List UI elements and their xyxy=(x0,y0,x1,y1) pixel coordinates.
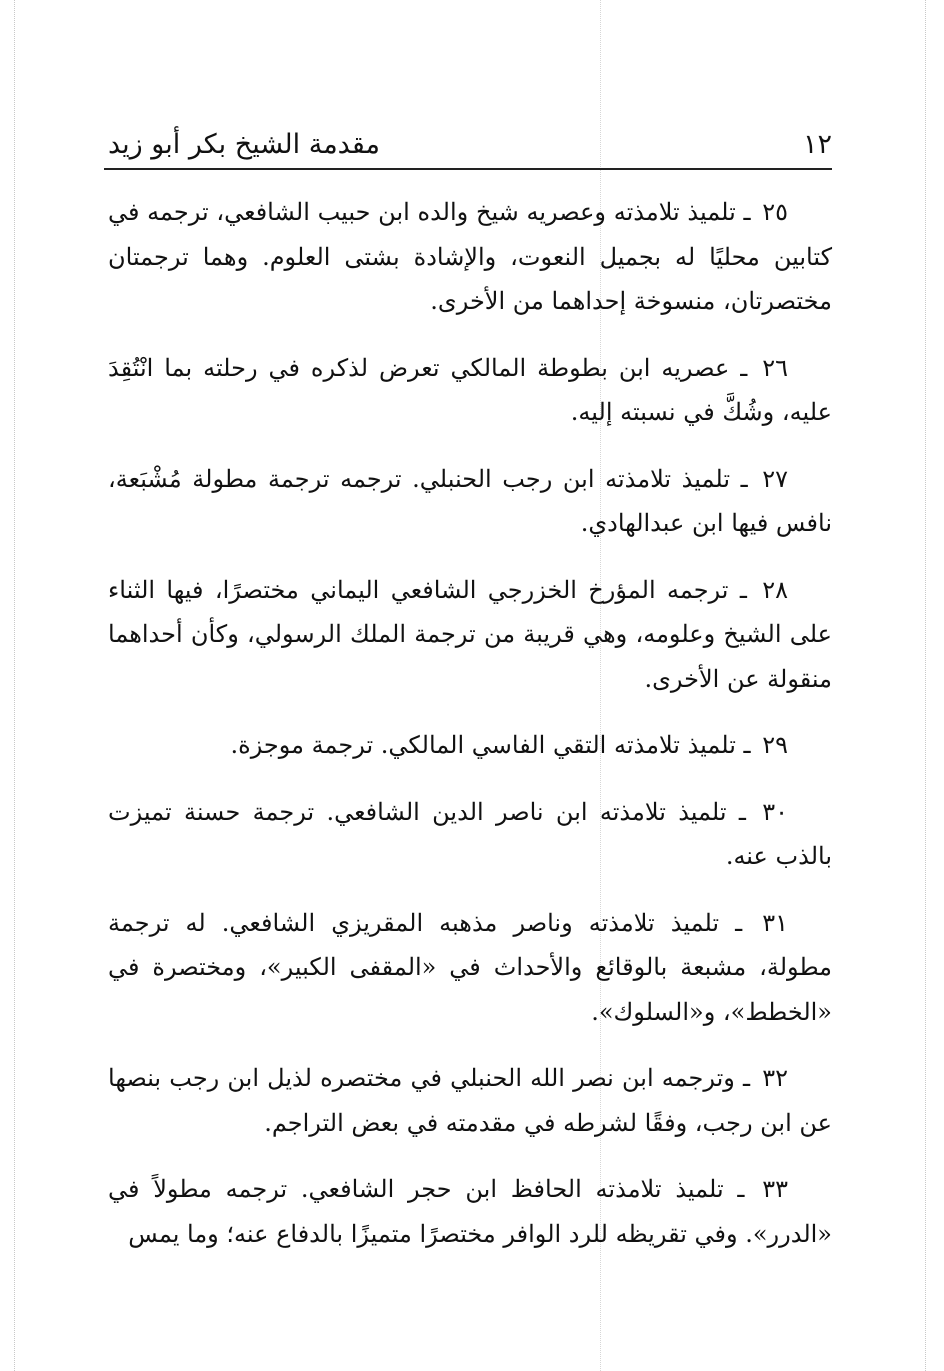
page-body xyxy=(108,190,832,1278)
paragraph-number: ٢٦ xyxy=(751,353,788,382)
header-rule xyxy=(104,168,832,170)
paragraph-text: ـ تلميذ تلامذته التقي الفاسي المالكي. ترجمة موجزة. xyxy=(230,731,751,759)
page-header xyxy=(108,122,832,166)
paragraph-text: ـ تلميذ تلامذته وعصريه شيخ والده ابن حبيب الشافعي، ترجمه في كتابين محليًا له بجميل النعوت، والإشادة بشتى العلوم. وهما ترجمتان مختصرتان، منسوخة إحداهما من الأخرى. xyxy=(108,198,832,315)
running-title: مقدمة الشيخ بكر أبو زيد xyxy=(108,128,380,160)
paragraph-29 xyxy=(108,723,832,768)
paragraph-text: ـ وترجمه ابن نصر الله الحنبلي في مختصره لذيل ابن رجب بنصها عن ابن رجب، وفقًا لشرطه في مقدمته في بعض التراجم. xyxy=(108,1064,832,1137)
paragraph-number: ٢٧ xyxy=(751,464,788,493)
paragraph-text: ـ تلميذ تلامذته الحافظ ابن حجر الشافعي. ترجمه مطولاً في «الدرر». وفي تقريظه للرد الوافر مختصرًا متميزًا بالدفاع عنه؛ وما يمس xyxy=(108,1175,832,1248)
paragraph-28 xyxy=(108,568,832,702)
paragraph-26 xyxy=(108,346,832,435)
paragraph-text: ـ تلميذ تلامذته ابن رجب الحنبلي. ترجمه ترجمة مطولة مُشْبَعة، نافس فيها ابن عبدالهادي. xyxy=(108,464,832,537)
paragraph-number: ٣٣ xyxy=(748,1175,788,1203)
paragraph-30 xyxy=(108,790,832,879)
paragraph-number: ٢٩ xyxy=(754,731,788,759)
paragraph-text: ـ تلميذ تلامذته ابن ناصر الدين الشافعي. ترجمة حسنة تميزت بالذب عنه. xyxy=(108,797,832,870)
paragraph-number: ٢٨ xyxy=(750,575,788,604)
paragraph-text: ـ ترجمه المؤرخ الخزرجي الشافعي اليماني مختصرًا، فيها الثناء على الشيخ وعلومه، وهي قريبة من ترجمة الملك الرسولي، وكأن أحداهما منقولة عن الأخرى. xyxy=(108,575,833,693)
scan-guide-line xyxy=(14,0,15,1371)
paragraph-text: ـ تلميذ تلامذته وناصر مذهبه المقريزي الشافعي. له ترجمة مطولة، مشبعة بالوقائع والأحداث في «المقفى الكبير»، ومختصرة في «الخطط»، و«السلوك». xyxy=(108,908,832,1026)
scan-guide-line xyxy=(925,0,926,1371)
paragraph-33 xyxy=(108,1167,832,1256)
paragraph-number: ٢٥ xyxy=(754,198,788,226)
paragraph-32 xyxy=(108,1056,832,1145)
paragraph-number: ٣٠ xyxy=(749,797,788,826)
paragraph-25 xyxy=(108,190,832,324)
paragraph-31 xyxy=(108,901,832,1035)
paragraph-number: ٣٢ xyxy=(754,1064,788,1092)
page-number: ١٢ xyxy=(802,128,832,160)
paragraph-number: ٣١ xyxy=(746,908,788,937)
paragraph-27 xyxy=(108,457,832,546)
paragraph-text: ـ عصريه ابن بطوطة المالكي تعرض لذكره في رحلته بما انْتُقِدَ عليه، وشُكَّ في نسبته إليه. xyxy=(108,353,832,426)
